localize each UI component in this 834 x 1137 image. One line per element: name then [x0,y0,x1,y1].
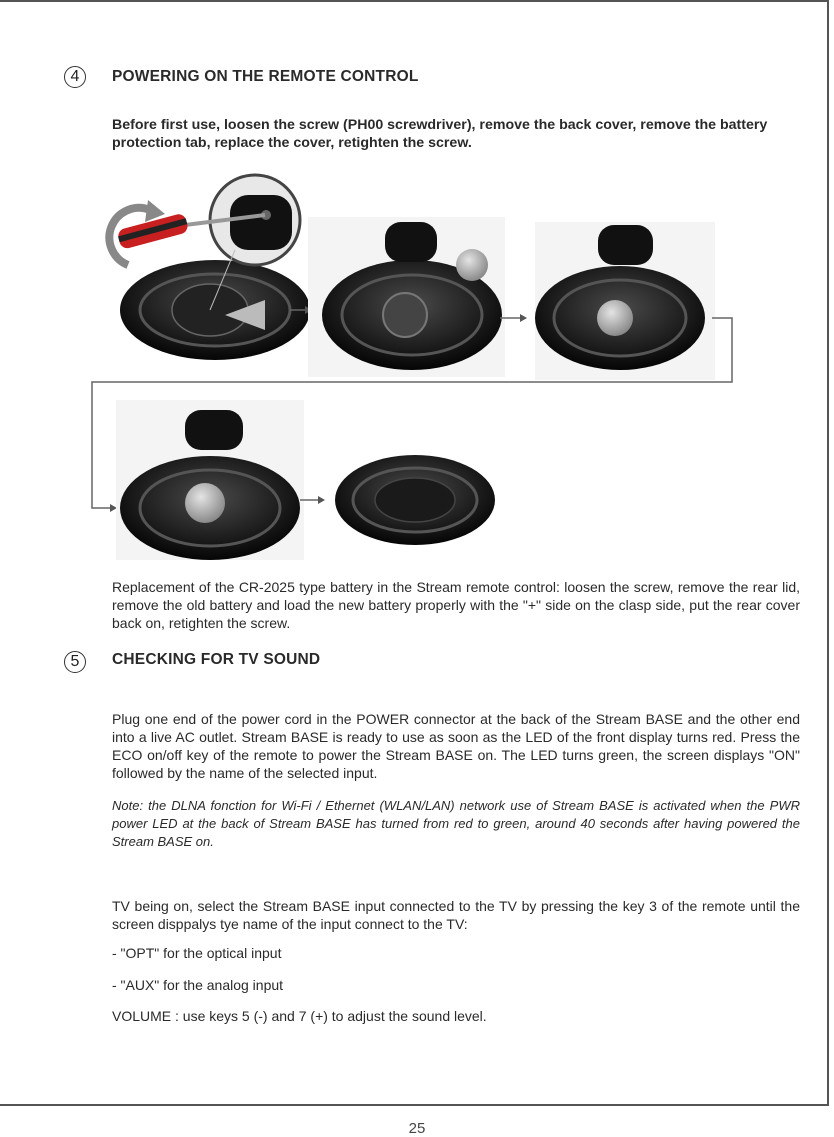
volume-instructions: VOLUME : use keys 5 (-) and 7 (+) to adjust the sound level. [112,1008,487,1024]
section-4-intro: Before first use, loosen the screw (PH00 screwdriver), remove the back cover, remove the battery protection tab, replace the cover, retighten the screw. [112,117,768,151]
step5-closed-remote-photo [335,455,495,545]
section-5-number: 5 [64,651,86,673]
aux-input-item: - "AUX" for the analog input [112,977,284,993]
dlna-note: Note: the DLNA fonction for Wi-Fi / Ethernet (WLAN/LAN) network use of Stream BASE is activated when the PWR power LED at the back of Stream BASE has turned from red to green, around 40 seconds after having powered the Stream BASE on. [112,798,800,849]
opt-input-item: - "OPT" for the optical input [112,945,282,961]
step3-insert-battery-photo [535,222,715,380]
section-4-number: 4 [64,66,86,88]
battery-steps-illustration [0,170,834,570]
step4-replace-cover-photo [116,400,304,560]
section-5-input-text: TV being on, select the Stream BASE input connected to the TV by pressing the key 3 of the remote until the screen disppalys tye name of the input connect to the TV: [112,898,800,932]
section-4-title: POWERING ON THE REMOTE CONTROL [112,68,419,85]
step2-remove-cover-photo [308,217,505,377]
page-number: 25 [408,1120,426,1137]
step1-screwdriver-photo [109,175,310,360]
section-4-replacement-text: Replacement of the CR-2025 type battery in the Stream remote control: loosen the screw, remove the rear lid, remove the old battery and load the new battery properly with the "+" side on the clasp side, put the rear cover back on, retighten the screw. [112,579,800,631]
section-5-power-text: Plug one end of the power cord in the POWER connector at the back of the Stream BASE and the other end into a live AC outlet. Stream BASE is ready to use as soon as the LED of the front display turns red. Press the ECO on/off key of the remote to power the Stream BASE on. The LED turns green, the screen displays "ON" followed by the name of the selected input. [112,711,800,781]
section-5-title: CHECKING FOR TV SOUND [112,651,321,668]
